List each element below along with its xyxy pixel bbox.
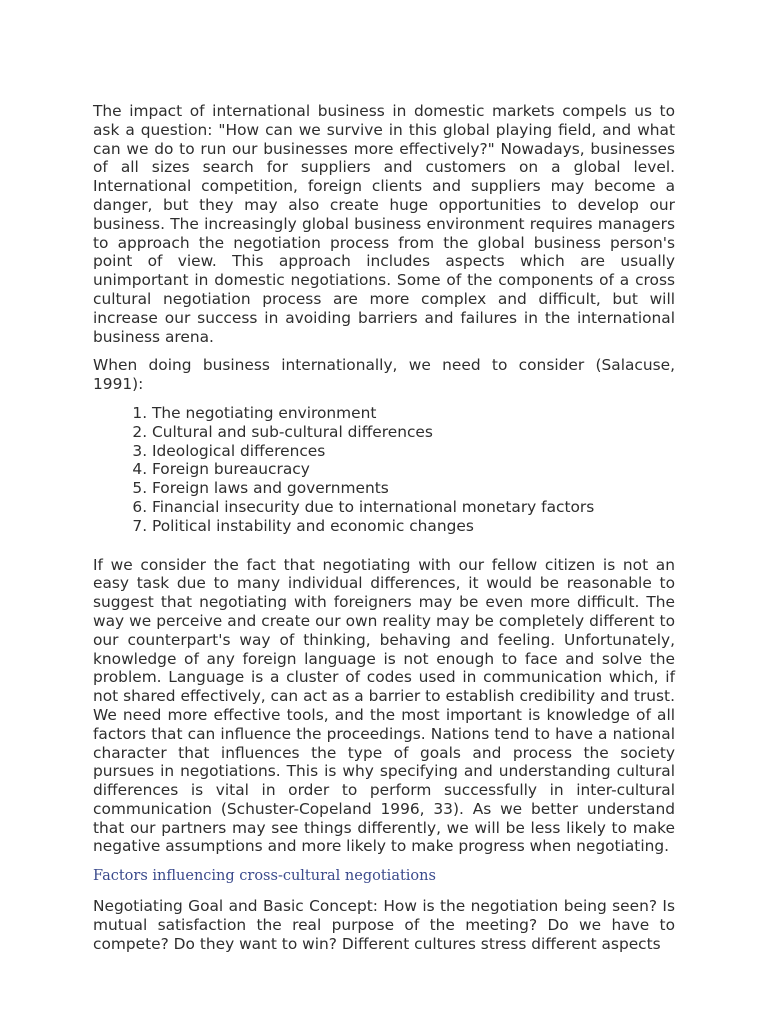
paragraph-considerations: When doing business internationally, we need to consider (Salacuse, 1991): bbox=[93, 356, 675, 394]
considerations-list bbox=[93, 404, 675, 536]
paragraph-negotiating-foreigners: If we consider the fact that negotiating with our fellow citizen is not an easy task due to many individual differences, it would be reasonable to suggest that negotiating with foreigners may be even more difficult. The way we perceive and create our own reality may be completely different to our counterpart's way of thinking, behaving and feeling. Unfortunately, knowledge of any foreign language is not enough to face and solve the problem. Language is a cluster of codes used in communication which, if not shared effectively, can act as a barrier to establish credibility and trust. We need more effective tools, and the most important is knowledge of all factors that can influence the proceedings. Nations tend to have a national character that influences the type of goals and process the society pursues in negotiations. This is why specifying and understanding cultural differences is vital in order to perform successfully in inter-cultural communication (Schuster-Copeland 1996, 33). As we better understand that our partners may see things differently, we will be less likely to make negative assumptions and more likely to make progress when negotiating. bbox=[93, 555, 675, 856]
list-item: 6. Financial insecurity due to international monetary factors bbox=[152, 498, 675, 517]
list-item: 4. Foreign bureaucracy bbox=[152, 460, 675, 479]
list-item: 7. Political instability and economic changes bbox=[152, 517, 675, 536]
paragraph-intro: The impact of international business in domestic markets compels us to ask a question: "How can we survive in this global playing field, and what can we do to run our businesses more effectively?" Nowadays, businesses of all sizes search for suppliers and customers on a global level. International competition, foreign clients and suppliers may become a danger, but they may also create huge opportunities to develop our business. The increasingly global business environment requires managers to approach the negotiation process from the global business person's point of view. This approach includes aspects which are usually unimportant in domestic negotiations. Some of the components of a cross cultural negotiation process are more complex and difficult, but will increase our success in avoiding barriers and failures in the international business arena. bbox=[93, 102, 675, 346]
section-heading: Factors influencing cross-cultural negotiations bbox=[93, 868, 436, 885]
list-item: 3. Ideological differences bbox=[152, 442, 675, 461]
list-item: 5. Foreign laws and governments bbox=[152, 479, 675, 498]
list-item: 1. The negotiating environment bbox=[152, 404, 675, 423]
paragraph-negotiating-goal: Negotiating Goal and Basic Concept: How is the negotiation being seen? Is mutual satisfaction the real purpose of the meeting? Do we have to compete? Do they want to win? Different cultures stress different aspects bbox=[93, 897, 675, 953]
list-item: 2. Cultural and sub-cultural differences bbox=[152, 423, 675, 442]
